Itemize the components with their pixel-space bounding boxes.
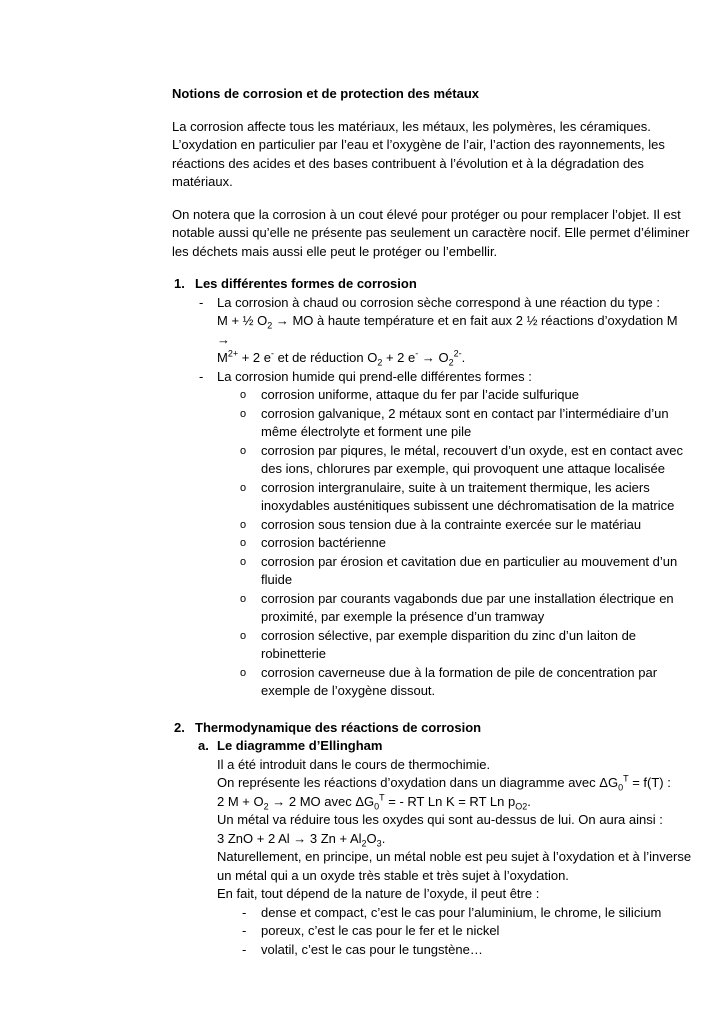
list-item: o corrosion par piqures, le métal, recouvert d’un oxyde, est en contact avec des ions, chlorures par exemple, qui provoquent une attaque localisée xyxy=(240,442,683,476)
document-title: Notions de corrosion et de protection des métaux xyxy=(172,86,479,101)
list-item: - poreux, c’est le cas pour le fer et le nickel xyxy=(172,922,692,941)
section-1-number: 1. xyxy=(174,276,185,291)
intro-paragraph-2: On notera que la corrosion à un cout élevé pour protéger ou pour remplacer l’objet. Il est notable aussi qu’elle ne présente pas seulement un caractère nocif. Elle permet d’éliminer les déchets mais aussi elle peut le protéger ou l’embellir. xyxy=(172,206,690,259)
list-item: o corrosion caverneuse due à la formation de pile de concentration par exemple de l’oxygène dissout. xyxy=(240,664,658,698)
bullet-icon: o xyxy=(240,518,247,531)
section-2-title: Thermodynamique des réactions de corrosion xyxy=(195,719,482,735)
list-item: - dense et compact, c’est le cas pour l’aluminium, le chrome, le silicium xyxy=(172,904,692,923)
bullet-icon: o xyxy=(240,407,247,420)
ellingham-line-4: Un métal va réduire tous les oxydes qui sont au-dessus de lui. On aura ainsi : xyxy=(217,812,663,827)
ellingham-line-7: En fait, tout dépend de la nature de l’oxyde, il peut être : xyxy=(217,886,540,901)
bullet-icon: o xyxy=(240,481,247,494)
bullet-icon: o xyxy=(240,389,247,401)
bullet-icon: o xyxy=(240,444,247,457)
dash-marker: - xyxy=(199,294,204,310)
section-1-heading xyxy=(172,275,692,294)
bullet-icon: o xyxy=(240,666,247,679)
dash-marker: - xyxy=(199,368,204,384)
corrosion-forms-list xyxy=(172,386,692,701)
section-1-title: Les différentes formes de corrosion xyxy=(195,276,417,291)
list-item: o corrosion par érosion et cavitation due en particulier au mouvement d’un fluide xyxy=(240,553,678,587)
dry-corrosion-equation: M + ½ $O_2$ → MO à haute température et en fait aux 2 ½ réactions d’oxydation M → xyxy=(217,313,678,347)
list-item: o corrosion intergranulaire, suite à un traitement thermique, les aciers inoxydables austénitiques subissent une déchromatisation de la matrice xyxy=(240,479,675,513)
subsection-a-heading xyxy=(172,737,692,756)
bullet-icon: o xyxy=(240,592,247,605)
section-2-number: 2. xyxy=(174,719,185,735)
list-item: - volatil, c’est le cas pour le tungstène… xyxy=(172,941,692,960)
intro-paragraph-1: La corrosion affecte tous les matériaux, les métaux, les polymères, les céramiques. L’oxydation en particulier par l’eau et l’oxygène de l’air, l’action des rayonnements, les réactions des acides et des bases contribuent à l’évolution et à la dégradation des matériaux. xyxy=(172,118,665,189)
dry-corrosion-half-reactions: $M^{2+} + 2$ e- et de réduction $O_2 + 2$ $e^- \to O_2^{2-}$. xyxy=(217,348,466,368)
section-2-heading xyxy=(172,719,692,738)
ellingham-line-1: Il a été introduit dans le cours de thermochimie. xyxy=(217,756,491,772)
list-item: o corrosion bactérienne xyxy=(172,534,692,553)
ellingham-equation: 2 $M + O_2 \to 2$ MO avec $\Delta G_0^T$ = - RT Ln K = RT Ln $p_{O2}$. xyxy=(217,792,531,812)
list-item: o corrosion sélective, par exemple disparition du zinc d’un laiton de robinetterie xyxy=(240,627,637,661)
dry-corrosion-item xyxy=(172,294,692,368)
list-item: o corrosion uniforme, attaque du fer par l’acide sulfurique xyxy=(172,386,692,405)
list-item: o corrosion par courants vagabonds due par une installation électrique en proximité, par exemple la présence d’un tramway xyxy=(240,590,674,624)
dash-marker: - xyxy=(242,923,247,938)
dry-corrosion-text: La corrosion à chaud ou corrosion sèche correspond à une réaction du type : xyxy=(217,294,660,310)
ellingham-body xyxy=(172,756,692,904)
subsection-a-title: Le diagramme d’Ellingham xyxy=(217,738,383,753)
wet-corrosion-item xyxy=(172,368,692,387)
bullet-icon: o xyxy=(240,555,247,568)
ellingham-line-6: Naturellement, en principe, un métal noble est peu sujet à l’oxydation et à l’inverse un métal qui a un oxyde très stable et très sujet à l’oxydation. xyxy=(217,849,692,883)
document-page xyxy=(172,85,692,959)
dash-marker: - xyxy=(242,904,247,920)
bullet-icon: o xyxy=(240,537,247,549)
ellingham-line-2: On représente les réactions d’oxydation dans un diagramme avec $\Delta G_0^T = f(T)$ : xyxy=(217,773,671,793)
subsection-a-letter: a. xyxy=(198,738,209,753)
bullet-icon: o xyxy=(240,629,247,642)
wet-corrosion-text: La corrosion humide qui prend-elle différentes formes : xyxy=(217,368,532,384)
ellingham-reaction: 3 ZnO + 2 Al → 3 $Zn + Al_2O_3$. xyxy=(217,830,386,849)
list-item: o corrosion sous tension due à la contrainte exercée sur le matériau xyxy=(172,516,692,535)
dash-marker: - xyxy=(242,941,247,957)
list-item: o corrosion galvanique, 2 métaux sont en contact par l’intermédiaire d’un même électrolyte et forment une pile xyxy=(240,405,669,439)
